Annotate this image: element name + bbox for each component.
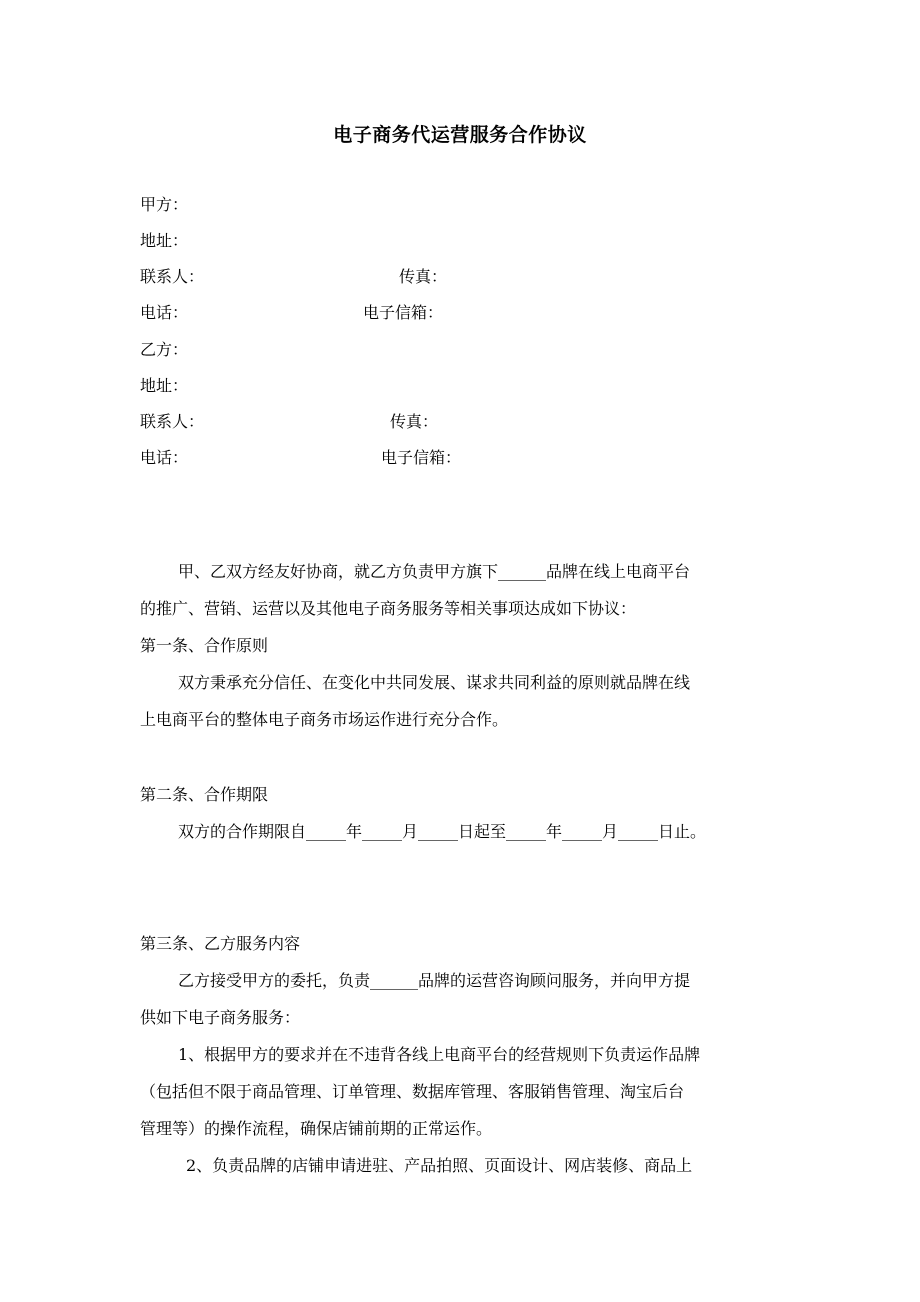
article-3-intro-line-2: 供如下电子商务服务： bbox=[140, 1008, 301, 1027]
party-b-fax: 传真： bbox=[390, 412, 439, 431]
party-a-address: 地址： bbox=[140, 231, 189, 250]
article-3-item-2-line-1: 2、负责品牌的店铺申请进驻、产品拍照、页面设计、网店装修、商品上 bbox=[186, 1156, 693, 1175]
document-title: 电子商务代运营服务合作协议 bbox=[333, 124, 587, 146]
party-a-email: 电子信箱： bbox=[363, 303, 444, 322]
article-1-line-2: 上电商平台的整体电子商务市场运作进行充分合作。 bbox=[140, 710, 509, 729]
party-b-address: 地址： bbox=[140, 376, 189, 395]
party-b-email: 电子信箱： bbox=[381, 448, 462, 467]
article-2-heading: 第二条、合作期限 bbox=[140, 785, 269, 804]
article-3-heading: 第三条、乙方服务内容 bbox=[140, 934, 301, 953]
article-3-item-1-line-3: 管理等）的操作流程，确保店铺前期的正常运作。 bbox=[140, 1119, 493, 1138]
article-1-line-1: 双方秉承充分信任、在变化中共同发展、谋求共同利益的原则就品牌在线 bbox=[178, 673, 691, 692]
preamble-line-1: 甲、乙双方经友好协商，就乙方负责甲方旗下______品牌在线上电商平台 bbox=[178, 562, 691, 581]
article-3-intro-line-1: 乙方接受甲方的委托，负责______品牌的运营咨询顾问服务，并向甲方提 bbox=[178, 971, 691, 990]
article-2-line-1: 双方的合作期限自_____年_____月_____日起至_____年_____月_____日止。 bbox=[178, 822, 707, 841]
party-a-phone: 电话： bbox=[140, 303, 189, 322]
party-b-phone: 电话： bbox=[140, 448, 189, 467]
party-a-label: 甲方： bbox=[140, 195, 189, 214]
party-b-contact: 联系人： bbox=[140, 412, 205, 431]
article-3-item-1-line-1: 1、根据甲方的要求并在不违背各线上电商平台的经营规则下负责运作品牌 bbox=[178, 1045, 701, 1064]
preamble-line-2: 的推广、营销、运营以及其他电子商务服务等相关事项达成如下协议： bbox=[140, 599, 637, 618]
party-a-contact: 联系人： bbox=[140, 267, 205, 286]
article-1-heading: 第一条、合作原则 bbox=[140, 636, 269, 655]
article-3-item-1-line-2: （包括但不限于商品管理、订单管理、数据库管理、客服销售管理、淘宝后台 bbox=[140, 1082, 685, 1101]
party-a-fax: 传真： bbox=[399, 267, 448, 286]
party-b-label: 乙方： bbox=[140, 340, 189, 359]
